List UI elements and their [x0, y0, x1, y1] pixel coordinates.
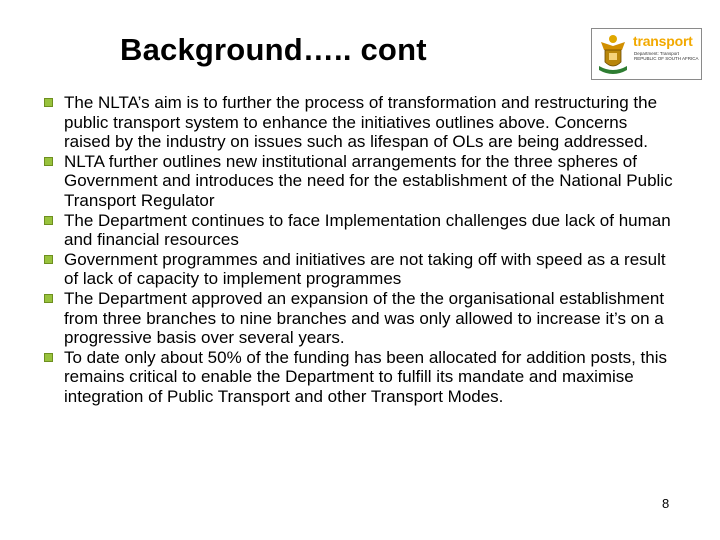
bullet-text: To date only about 50% of the funding has been allocated for addition posts, this remains critical to enable the Department to fulfill its mandate and maximise integration of Public Transport and other Transport Modes.: [64, 347, 667, 406]
bullet-square-icon: [44, 255, 53, 264]
slide-title: Background….. cont: [120, 32, 427, 67]
bullet-square-icon: [44, 294, 53, 303]
page-number: 8: [662, 496, 670, 511]
bullet-square-icon: [44, 216, 53, 225]
bullet-text: NLTA further outlines new institutional arrangements for the three spheres of Government and introduces the need for the establishment of the National Public Transport Regulator: [64, 151, 673, 210]
bullet-text: The Department approved an expansion of the the organisational establishment from three branches to nine branches and was only allowed to increase it’s on a progressive basis over several years.: [64, 288, 665, 348]
list-item: [44, 250, 674, 289]
list-item: [44, 152, 674, 211]
list-item: [44, 348, 674, 407]
bullet-square-icon: [44, 157, 53, 166]
list-item: [44, 93, 674, 152]
bullet-text: The NLTA’s aim is to further the process of transformation and restructuring the public transport system to enhance the initiatives outlines above. Concerns raised by the industry on issues such as lifespan of OLs are being addressed.: [64, 93, 658, 152]
logo-subtitle: Department: Transport REPUBLIC OF SOUTH AFRICA: [634, 51, 699, 62]
coat-of-arms-icon: [595, 32, 631, 76]
department-of-transport-logo: [591, 28, 702, 80]
bullet-square-icon: [44, 98, 53, 107]
list-item: [44, 211, 674, 250]
bullet-text: The Department continues to face Implementation challenges due lack of human and financial resources: [64, 210, 671, 250]
bullet-list: [44, 93, 674, 407]
bullet-square-icon: [44, 353, 53, 362]
bullet-text: Government programmes and initiatives are not taking off with speed as a result of lack of capacity to implement programmes: [64, 249, 666, 289]
logo-wordmark: transport: [633, 33, 693, 49]
list-item: [44, 289, 674, 348]
